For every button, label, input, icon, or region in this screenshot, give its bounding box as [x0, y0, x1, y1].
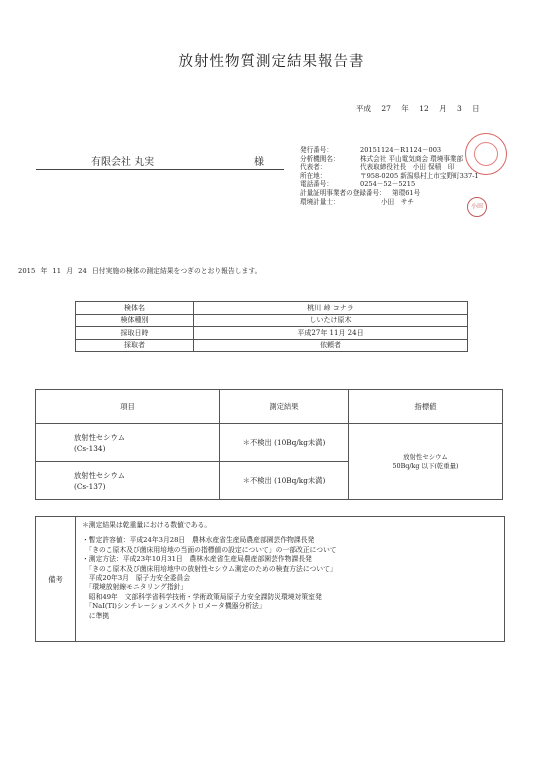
issuer-value: 〒958-0205 新潟県村上市宝野町337-1: [360, 171, 479, 180]
results-header-row: [36, 390, 503, 424]
result-value: ＊不検出 (10Bq/kg未満): [220, 424, 349, 462]
notes-section: [35, 516, 505, 642]
sample-info-value: 依頼者: [194, 339, 468, 352]
header-standard: 指標値: [349, 390, 503, 424]
issuer-row: [300, 180, 479, 189]
issuer-row: [300, 163, 479, 172]
addressee: [36, 152, 284, 170]
sample-info-value: 平成27年 11月 24日: [194, 327, 468, 340]
notes-label: 備考: [48, 575, 63, 584]
table-row: [36, 424, 503, 462]
standard-value: [349, 424, 503, 500]
result-item-name: 放射性セシウム: [74, 470, 126, 480]
issuer-label: 分析機関名：: [300, 154, 340, 163]
addressee-company: 有限会社 丸実: [91, 157, 155, 168]
result-item: [36, 424, 220, 462]
sample-info-label: 採取日時: [76, 327, 194, 340]
notes-line: 昭和49年 文部科学省科学技術・学術政策局原子力安全課防災環境対策室発: [82, 592, 322, 601]
issuer-value: 小田 サチ: [380, 197, 414, 206]
notes-line: 「きのこ原木及び菌床用培地の当面の指標値の設定について」の一部改正について: [82, 545, 337, 554]
issuer-value: 20151124－R1124－003: [360, 146, 442, 154]
page-title: 放射性物質測定結果報告書: [178, 54, 365, 70]
sample-info-value: 桃川 峠 コナラ: [194, 302, 468, 315]
issuer-label: 環境計量士：: [300, 197, 340, 206]
intro-text: 2015 年 11 月 24 日付実施の検体の測定結果をつぎのとおり報告します。: [18, 267, 262, 275]
issuer-row: [300, 198, 479, 207]
report-date: 平成 27 年 12 月 3 日: [356, 104, 480, 113]
table-row: [76, 302, 468, 315]
issuer-value: 代表取締役社長 小田 保積 印: [360, 163, 455, 172]
standard-line: 放射性セシウム: [403, 452, 448, 461]
result-item: [36, 462, 220, 500]
sample-info-value: しいたけ原木: [194, 314, 468, 327]
issuer-row: [300, 146, 479, 155]
issuer-value: 第環61号: [392, 188, 421, 197]
sample-info-label: 採取者: [76, 339, 194, 352]
notes-line: に準拠: [82, 611, 110, 620]
sample-info-table: [75, 301, 468, 352]
issuer-value: 0254－52－5215: [360, 180, 416, 189]
notes-line: 「NaI(Tl)シンチレーションスペクトロメータ機器分析法」: [82, 602, 266, 611]
table-row: [76, 314, 468, 327]
notes-line: ・暫定許容値：平成24年3月28日 農林水産省生産局農産部園芸作物課長発: [82, 536, 315, 545]
issuer-row: [300, 155, 479, 164]
header-item: 項目: [36, 390, 220, 424]
result-item-nuclide: (Cs-137): [74, 481, 106, 491]
notes-label-cell: [36, 517, 76, 641]
addressee-honorific: 様: [254, 157, 264, 168]
notes-line: 「きのこ原木及び菌床用培地中の放射性セシウム測定のための検査方法について」: [82, 564, 337, 573]
issuer-block: [300, 146, 479, 206]
issuer-label: 計量証明事業者の登録番号：: [300, 188, 386, 197]
header-result: 測定結果: [220, 390, 349, 424]
personal-seal-icon: 小田: [467, 197, 487, 217]
issuer-label: 電話番号：: [300, 180, 333, 189]
issuer-label: 所在地：: [300, 171, 327, 180]
result-item-nuclide: (Cs-134): [74, 443, 106, 453]
table-row: [76, 339, 468, 352]
notes-line: 「環境放射線モニタリング指針」: [82, 583, 188, 592]
sample-info-label: 検体種別: [76, 314, 194, 327]
notes-line: ・測定方法：平成23年10月31日 農林水産省生産局農産部園芸作物課長発: [82, 555, 312, 564]
notes-line: ＊測定結果は乾重量における数値である。: [82, 521, 212, 529]
notes-body: [82, 521, 337, 621]
table-row: [76, 327, 468, 340]
result-value: ＊不検出 (10Bq/kg未満): [220, 462, 349, 500]
result-item-name: 放射性セシウム: [74, 432, 126, 442]
issuer-row: [300, 189, 479, 198]
issuer-label: 発行番号：: [300, 146, 333, 154]
sample-info-label: 検体名: [76, 302, 194, 315]
results-table: [35, 389, 503, 500]
notes-line: 平成20年3月 原子力安全委員会: [82, 574, 191, 583]
standard-line: 50Bq/kg 以下(乾重量): [392, 461, 459, 470]
issuer-label: 代表者：: [300, 163, 327, 172]
issuer-value: 株式会社 平山電気商会 環境事業部: [360, 154, 464, 163]
